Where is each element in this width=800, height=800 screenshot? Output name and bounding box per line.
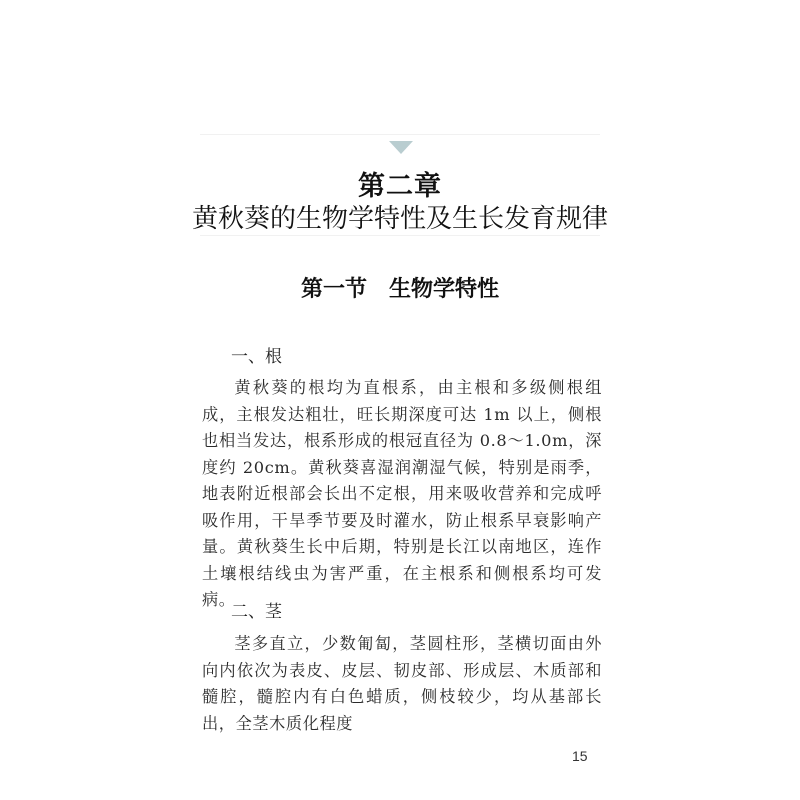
chapter-number: 第二章	[358, 171, 442, 202]
subsection-heading-stem: 二、茎	[231, 602, 282, 622]
subsection-heading-root: 一、根	[231, 347, 282, 367]
triangle-down-icon	[389, 141, 413, 154]
page-number: 15	[572, 748, 588, 764]
section-heading	[0, 272, 800, 303]
section-title: 生物学特性	[389, 276, 500, 302]
paragraph-root: 黄秋葵的根均为直根系，由主根和多级侧根组成，主根发达粗壮，旺长期深度可达 1m 以上，侧根也相当发达，根系形成的根冠直径为 0.8～1.0m，深度约 20cm。黄秋葵喜湿润潮湿气候，特别是雨季，地表附近根部会长出不定根，用来吸收营养和完成呼吸作用，干旱季节要及时灌水，防止根系早衰影响产量。黄秋葵生长中后期，特别是长江以南地区，连作土壤根结线虫为害严重，在主根系和侧根系均可发病。	[202, 378, 602, 609]
section-number: 第一节	[300, 276, 367, 302]
chapter-title: 黄秋葵的生物学特性及生长发育规律	[191, 204, 608, 234]
paragraph-stem: 茎多直立，少数匍匐，茎圆柱形，茎横切面由外向内依次为表皮、皮层、韧皮部、形成层、木质部和髓腔，髓腔内有白色蜡质，侧枝较少，均从基部长出，全茎木质化程度	[202, 634, 602, 733]
